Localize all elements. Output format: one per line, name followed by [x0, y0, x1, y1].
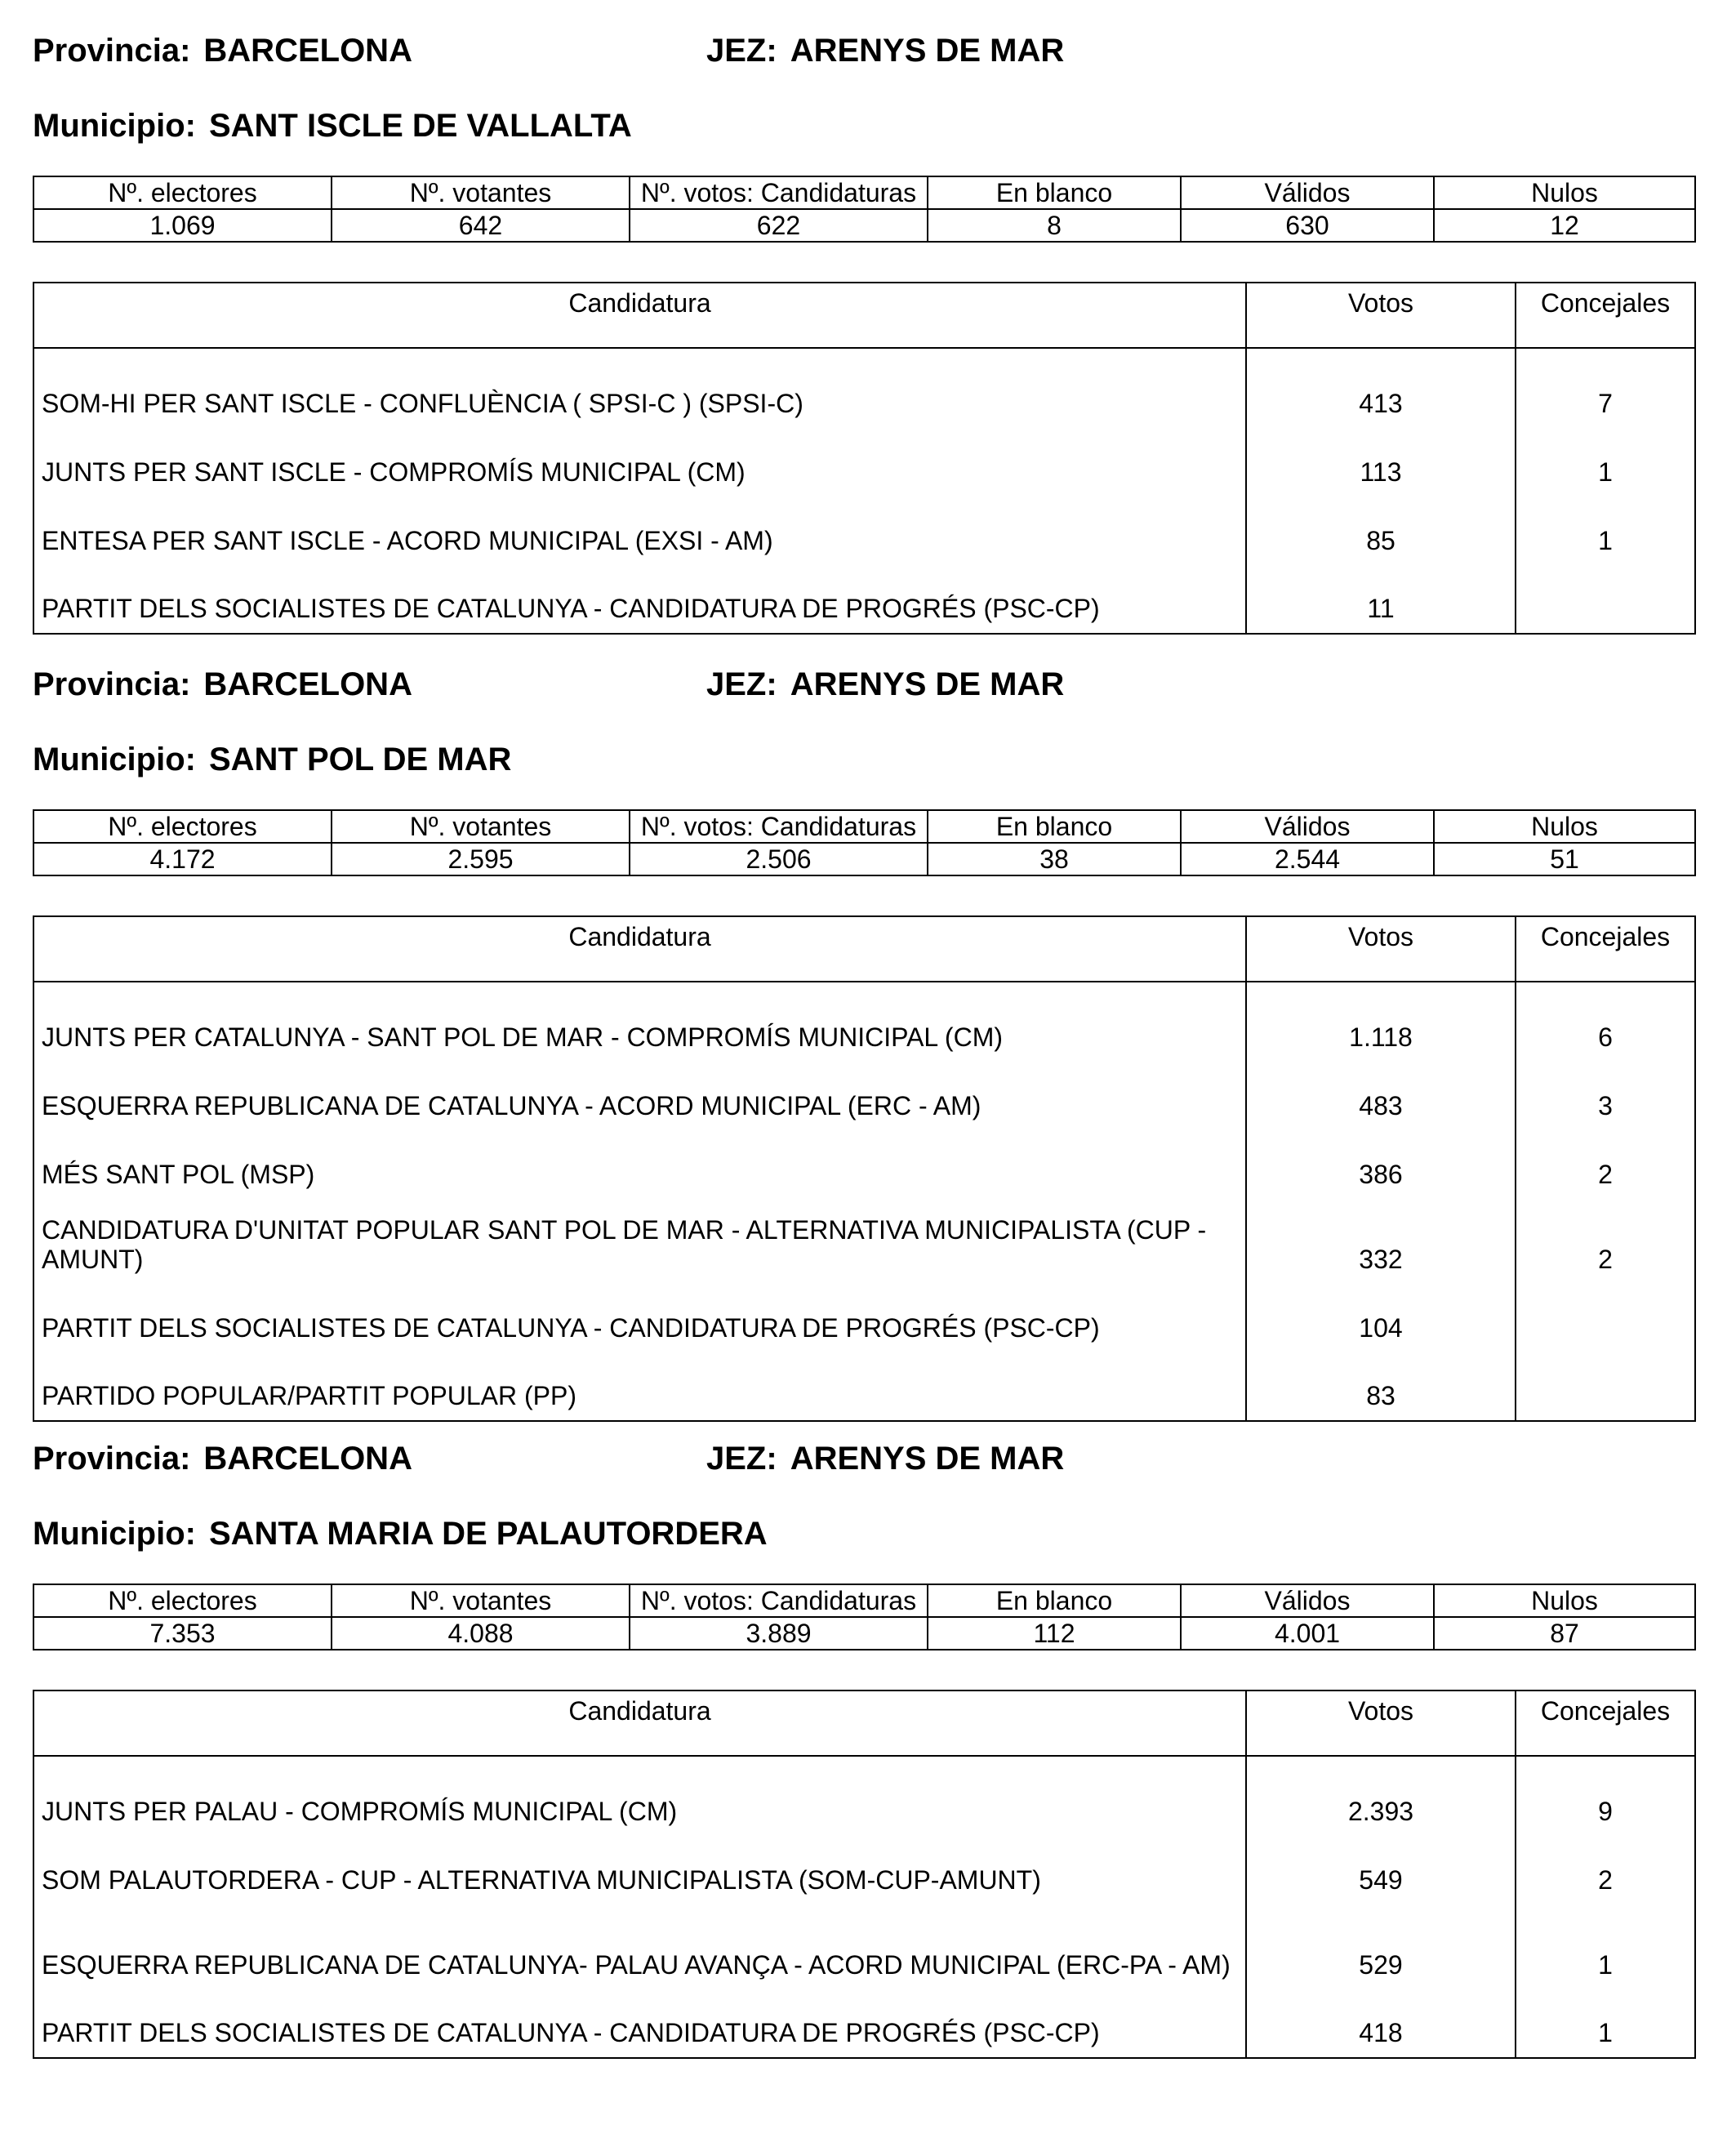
candidate-seats: 1: [1516, 1904, 1695, 1989]
summary-header-cell: Nulos: [1434, 810, 1695, 843]
candidate-name: ESQUERRA REPUBLICANA DE CATALUNYA- PALAU AVANÇA - ACORD MUNICIPAL (ERC-PA - AM): [33, 1904, 1246, 1989]
candidate-seats: 7: [1516, 348, 1695, 428]
jez: JEZ: ARENYS DE MAR: [706, 666, 1065, 702]
candidate-votes: 104: [1246, 1284, 1516, 1352]
province-header: [33, 1441, 1694, 1490]
summary-header-cell: Nº. votantes: [332, 176, 630, 209]
candidate-name: ENTESA PER SANT ISCLE - ACORD MUNICIPAL (EXSI - AM): [33, 497, 1246, 565]
summary-header-cell: Nº. electores: [33, 176, 332, 209]
summary-value-cell: 51: [1434, 843, 1695, 875]
summary-value-cell: 642: [332, 209, 630, 242]
summary-header-cell: Nº. votos: Candidaturas: [630, 1584, 928, 1617]
votos-header: Votos: [1246, 283, 1516, 348]
candidate-row: [33, 1836, 1695, 1904]
summary-header-cell: Válidos: [1181, 176, 1434, 209]
summary-table: [33, 1584, 1696, 1650]
summary-header-cell: Válidos: [1181, 1584, 1434, 1617]
summary-header-cell: En blanco: [928, 1584, 1181, 1617]
summary-header-cell: Nº. votantes: [332, 810, 630, 843]
candidates-header-row: [33, 283, 1695, 348]
candidate-row: [33, 1756, 1695, 1836]
candidate-name: JUNTS PER SANT ISCLE - COMPROMÍS MUNICIPAL (CM): [33, 428, 1246, 497]
municipality-section-1: [33, 33, 1694, 623]
candidate-votes: 529: [1246, 1904, 1516, 1989]
summary-header-cell: En blanco: [928, 810, 1181, 843]
candidate-row: [33, 428, 1695, 497]
province: Provincia: BARCELONA: [33, 666, 412, 702]
jez: JEZ: ARENYS DE MAR: [706, 33, 1065, 69]
summary-header-cell: Nº. electores: [33, 810, 332, 843]
candidate-name: PARTIT DELS SOCIALISTES DE CATALUNYA - CANDIDATURA DE PROGRÉS (PSC-CP): [33, 565, 1246, 634]
candidate-name: SOM PALAUTORDERA - CUP - ALTERNATIVA MUNICIPALISTA (SOM-CUP-AMUNT): [33, 1836, 1246, 1904]
candidate-row: [33, 1352, 1695, 1421]
candidate-name: ESQUERRA REPUBLICANA DE CATALUNYA - ACORD MUNICIPAL (ERC - AM): [33, 1062, 1246, 1130]
candidate-votes: 83: [1246, 1352, 1516, 1421]
candidate-name: PARTIDO POPULAR/PARTIT POPULAR (PP): [33, 1352, 1246, 1421]
candidate-seats: 1: [1516, 428, 1695, 497]
candidatura-header: Candidatura: [33, 916, 1246, 982]
summary-value-row: [33, 1617, 1695, 1650]
candidate-seats: [1516, 1352, 1695, 1421]
summary-header-cell: Válidos: [1181, 810, 1434, 843]
province-header: [33, 666, 1694, 715]
candidate-name: JUNTS PER PALAU - COMPROMÍS MUNICIPAL (CM): [33, 1756, 1246, 1836]
municipality-title: Municipio: SANTA MARIA DE PALAUTORDERA: [33, 1516, 768, 1552]
candidate-votes: 11: [1246, 565, 1516, 634]
concejales-header: Concejales: [1516, 916, 1695, 982]
candidate-votes: 386: [1246, 1130, 1516, 1199]
votos-header: Votos: [1246, 1690, 1516, 1756]
summary-header-cell: Nº. votantes: [332, 1584, 630, 1617]
summary-table: [33, 809, 1696, 876]
summary-value-cell: 2.595: [332, 843, 630, 875]
summary-header-cell: En blanco: [928, 176, 1181, 209]
candidate-row: [33, 1062, 1695, 1130]
candidates-table: [33, 282, 1696, 635]
candidate-seats: 3: [1516, 1062, 1695, 1130]
summary-value-cell: 2.544: [1181, 843, 1434, 875]
candidates-table: [33, 1690, 1696, 2059]
candidate-row: [33, 348, 1695, 428]
summary-header-row: [33, 810, 1695, 843]
candidate-votes: 483: [1246, 1062, 1516, 1130]
candidate-name: PARTIT DELS SOCIALISTES DE CATALUNYA - CANDIDATURA DE PROGRÉS (PSC-CP): [33, 1284, 1246, 1352]
candidate-row: [33, 497, 1695, 565]
candidate-seats: 6: [1516, 982, 1695, 1062]
candidate-row: [33, 1199, 1695, 1284]
summary-header-cell: Nulos: [1434, 1584, 1695, 1617]
candidate-row: [33, 982, 1695, 1062]
summary-header-cell: Nulos: [1434, 176, 1695, 209]
summary-value-row: [33, 843, 1695, 875]
candidates-table: [33, 915, 1696, 1422]
summary-value-row: [33, 209, 1695, 242]
summary-value-cell: 87: [1434, 1617, 1695, 1650]
summary-value-cell: 1.069: [33, 209, 332, 242]
municipality-title: Municipio: SANT POL DE MAR: [33, 742, 512, 777]
candidatura-header: Candidatura: [33, 1690, 1246, 1756]
summary-header-cell: Nº. electores: [33, 1584, 332, 1617]
summary-value-cell: 8: [928, 209, 1181, 242]
candidate-name: PARTIT DELS SOCIALISTES DE CATALUNYA - CANDIDATURA DE PROGRÉS (PSC-CP): [33, 1989, 1246, 2058]
province: Provincia: BARCELONA: [33, 1441, 412, 1477]
candidate-name: SOM-HI PER SANT ISCLE - CONFLUÈNCIA ( SPSI-C ) (SPSI-C): [33, 348, 1246, 428]
candidate-name: CANDIDATURA D'UNITAT POPULAR SANT POL DE MAR - ALTERNATIVA MUNICIPALISTA (CUP - AMUNT): [33, 1199, 1246, 1284]
candidate-seats: 2: [1516, 1199, 1695, 1284]
province-header: [33, 33, 1694, 82]
summary-value-cell: 4.001: [1181, 1617, 1434, 1650]
candidate-votes: 418: [1246, 1989, 1516, 2058]
candidate-seats: 2: [1516, 1836, 1695, 1904]
summary-header-row: [33, 176, 1695, 209]
candidate-votes: 113: [1246, 428, 1516, 497]
votos-header: Votos: [1246, 916, 1516, 982]
candidates-header-row: [33, 1690, 1695, 1756]
candidate-votes: 1.118: [1246, 982, 1516, 1062]
municipality-title: Municipio: SANT ISCLE DE VALLALTA: [33, 108, 632, 144]
province: Provincia: BARCELONA: [33, 33, 412, 69]
candidate-name: JUNTS PER CATALUNYA - SANT POL DE MAR - COMPROMÍS MUNICIPAL (CM): [33, 982, 1246, 1062]
summary-header-cell: Nº. votos: Candidaturas: [630, 176, 928, 209]
municipality-section-2: [33, 666, 1694, 1410]
jez: JEZ: ARENYS DE MAR: [706, 1441, 1065, 1477]
candidate-votes: 549: [1246, 1836, 1516, 1904]
candidate-votes: 85: [1246, 497, 1516, 565]
candidate-votes: 2.393: [1246, 1756, 1516, 1836]
candidate-row: [33, 1284, 1695, 1352]
concejales-header: Concejales: [1516, 283, 1695, 348]
municipality-section-3: [33, 1441, 1694, 2047]
summary-value-cell: 630: [1181, 209, 1434, 242]
candidate-row: [33, 1989, 1695, 2058]
candidate-votes: 413: [1246, 348, 1516, 428]
summary-value-cell: 12: [1434, 209, 1695, 242]
candidate-row: [33, 565, 1695, 634]
summary-value-cell: 3.889: [630, 1617, 928, 1650]
summary-value-cell: 112: [928, 1617, 1181, 1650]
candidate-seats: [1516, 1284, 1695, 1352]
candidate-seats: [1516, 565, 1695, 634]
candidate-seats: 2: [1516, 1130, 1695, 1199]
candidatura-header: Candidatura: [33, 283, 1246, 348]
candidate-name: MÉS SANT POL (MSP): [33, 1130, 1246, 1199]
summary-header-row: [33, 1584, 1695, 1617]
candidate-seats: 1: [1516, 497, 1695, 565]
summary-value-cell: 622: [630, 209, 928, 242]
candidate-seats: 9: [1516, 1756, 1695, 1836]
candidate-row: [33, 1904, 1695, 1989]
summary-value-cell: 4.088: [332, 1617, 630, 1650]
summary-value-cell: 4.172: [33, 843, 332, 875]
summary-table: [33, 176, 1696, 243]
summary-value-cell: 7.353: [33, 1617, 332, 1650]
candidates-header-row: [33, 916, 1695, 982]
candidate-row: [33, 1130, 1695, 1199]
summary-value-cell: 2.506: [630, 843, 928, 875]
candidate-seats: 1: [1516, 1989, 1695, 2058]
summary-header-cell: Nº. votos: Candidaturas: [630, 810, 928, 843]
candidate-votes: 332: [1246, 1199, 1516, 1284]
summary-value-cell: 38: [928, 843, 1181, 875]
concejales-header: Concejales: [1516, 1690, 1695, 1756]
